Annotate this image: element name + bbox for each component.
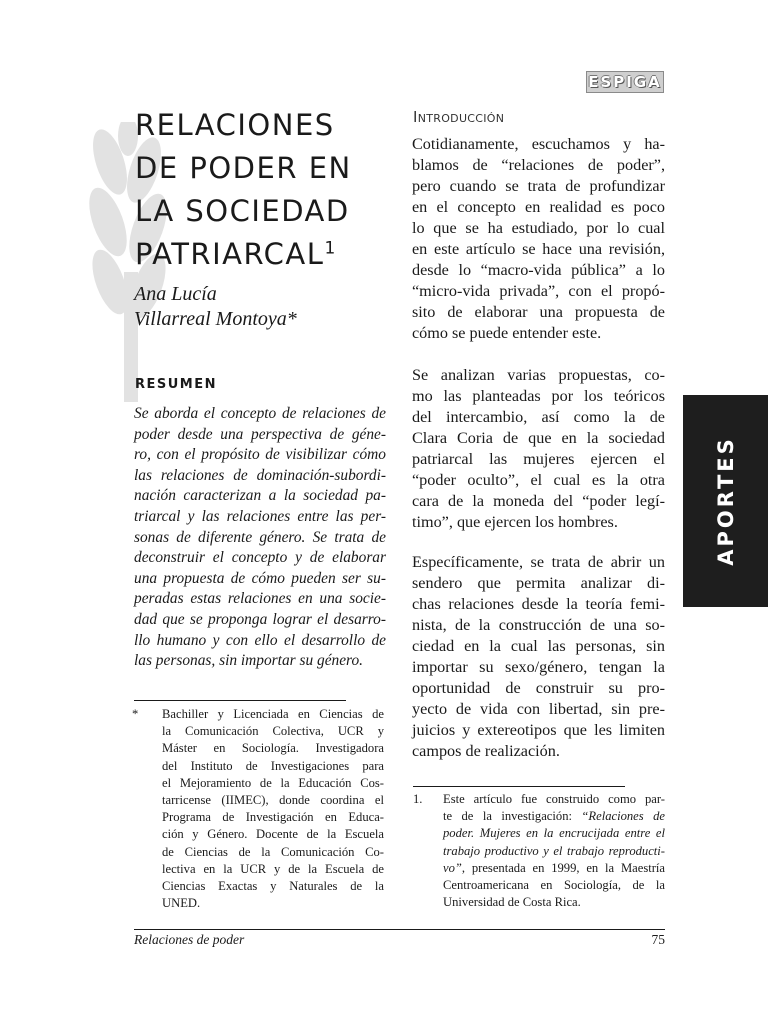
paragraph-line: Cotidianamente, escuchamos y ha- [412,135,665,153]
page-number: 75 [651,932,665,947]
author-line-1: Ana Lucía [134,283,217,305]
paragraph-line: en el concepto en realidad es poco [412,198,665,216]
section-tab [683,395,768,607]
resumen-line: triarcal y las relaciones entre las per- [134,507,386,525]
resumen-line: llo humano y con ello el desarrollo de [134,631,386,649]
paragraph-line: cara de la moneda del “poder legí- [412,492,665,510]
paragraph-line: Específicamente, se trata de abrir un [412,553,665,571]
journal-logo [586,71,664,93]
intro-paragraph-3 [412,552,665,762]
resumen-line: peradas estas relaciones en una socie- [134,590,386,608]
title-footnote-mark[interactable]: 1 [324,238,336,259]
section-tab-label: APORTES [713,436,738,566]
footnote-line [443,860,665,877]
footnote-mark: 1. [413,792,423,806]
paragraph-line: blamos de “relaciones de poder”, [412,156,665,174]
resumen-line: las personas, sin importar su género. [134,652,364,670]
paragraph-line: chas relaciones desde la teoría femi- [412,595,665,613]
footnote-line: la Comunicación Colectiva, UCR y [162,724,384,739]
resumen-line: las relaciones de dominación-subordi- [134,466,386,484]
title-line-4-text: PATRIARCAL [135,237,325,271]
paragraph-line: lo que se ha estudiado, por lo cual [412,219,665,237]
footnote-text: te de la investigación: [443,809,582,824]
paragraph-line: del intercambio, así como la de [412,408,665,426]
author-name [134,282,394,332]
footnote-line: tarricense (IIMEC), donde coordina el [162,793,384,808]
author-footnote-body [162,706,384,912]
resumen-line: nación caracterizan a la sociedad pa- [134,487,386,505]
title-line-1: RELACIONES [135,108,335,142]
paragraph-line: “micro-vida privada”, con el propó- [412,282,665,300]
footnote-line [443,808,665,825]
paragraph-line: campos de realización. [412,742,560,760]
paragraph-line: patriarcal las mujeres ejercen el [412,450,665,468]
journal-logo-text: ESPIGA [588,73,662,91]
footnote-line: ción y Género. Docente de la Escuela [162,827,384,842]
intro-paragraph-2 [412,365,665,533]
resumen-line: poder desde una perspectiva de géne- [134,425,386,443]
footnote-text: , presentada en 1999, en la Maestría [461,860,665,875]
resumen-line: sonas de diferente género. Se trata de [134,528,386,546]
footnote-line: Programa de Investigación en Educa- [162,810,384,825]
footnote-line: UNED. [162,896,201,911]
paragraph-line: ciedad en la cual las personas, sin [412,637,665,655]
footnote-line: Bachiller y Licenciada en Ciencias de [162,707,384,721]
footnote-italic-text: “Relaciones de [581,809,665,824]
footnote-line: del Instituto de Investigaciones para [162,758,384,773]
paragraph-line: “poder oculto”, el cual es la otra [412,471,665,489]
paragraph-line: oportunidad de construir su pro- [412,679,665,697]
footnote-line: lectiva en la UCR y de la Escuela de [162,861,384,876]
footnote-line: trabajo productivo y el trabajo reproducti- [443,843,665,858]
paragraph-line: pero cuando se trata de profundizar [412,177,665,195]
resumen-body [134,404,386,672]
resumen-line: deconstruir el concepto y de elaborar [134,549,386,567]
paragraph-line: timo”, que ejercen los hombres. [412,513,618,531]
title-line-2: DE PODER EN [135,151,352,185]
paragraph-line: importar su sexo/género, tengan la [412,658,665,676]
paragraph-line: desde lo “macro-vida pública” a lo [412,261,665,279]
running-title: Relaciones de poder [134,932,245,947]
paragraph-line: cómo se puede entender este. [412,324,602,342]
footnote-line: Universidad de Costa Rica. [443,895,581,910]
title-footnote-body [443,791,665,911]
paragraph-line: yecto de vida con libertad, sin pre- [412,700,665,718]
footnote-divider [413,786,625,787]
resumen-line: ro, con el propósito de visibilizar cómo [134,446,386,464]
paragraph-line: mo las planteadas por los teóricos [412,387,665,405]
footnote-line: Máster en Sociología. Investigadora [162,741,384,756]
footer-divider [134,929,665,930]
resumen-line: Se aborda el concepto de relaciones de [134,405,386,422]
paragraph-line: sendero que permita analizar di- [412,574,665,592]
paragraph-line: juicios y extereotipos que les limiten [412,721,665,739]
paragraph-line: sito de elaborar una propuesta de [412,303,665,321]
title-line-3: LA SOCIEDAD [135,194,350,228]
title-line-4 [135,233,395,276]
footnote-divider [134,700,346,701]
paragraph-line: nista, de la construcción de una so- [412,616,665,634]
footnote-mark: * [132,707,139,721]
footnote-italic-text: vo” [443,860,462,875]
footnote-line: Centroamericana en Sociología, de la [443,878,665,893]
paragraph-line: Clara Coria de que en la sociedad [412,429,665,447]
introduction-heading: Introducción [413,108,505,126]
resumen-line: dad que se proponga lograr el desarro- [134,610,386,628]
resumen-heading: RESUMEN [135,377,218,392]
author-line-2: Villarreal Montoya* [134,308,297,330]
footnote-line: Ciencias Exactas y Naturales de la [162,879,384,894]
footnote-line: poder. Mujeres en la encrucijada entre el [443,826,665,841]
article-title [135,104,395,276]
footnote-line: el Mejoramiento de la Educación Cos- [162,775,384,790]
paragraph-line: Se analizan varias propuestas, co- [412,366,665,384]
resumen-line: una propuesta de cómo pueden ser su- [134,569,386,587]
footnote-line: de Ciencias de la Comunicación Co- [162,844,384,859]
paragraph-line: en este artículo se hace una revisión, [412,240,665,258]
intro-paragraph-1 [412,134,665,344]
footnote-line: Este artículo fue construido como par- [443,792,665,806]
